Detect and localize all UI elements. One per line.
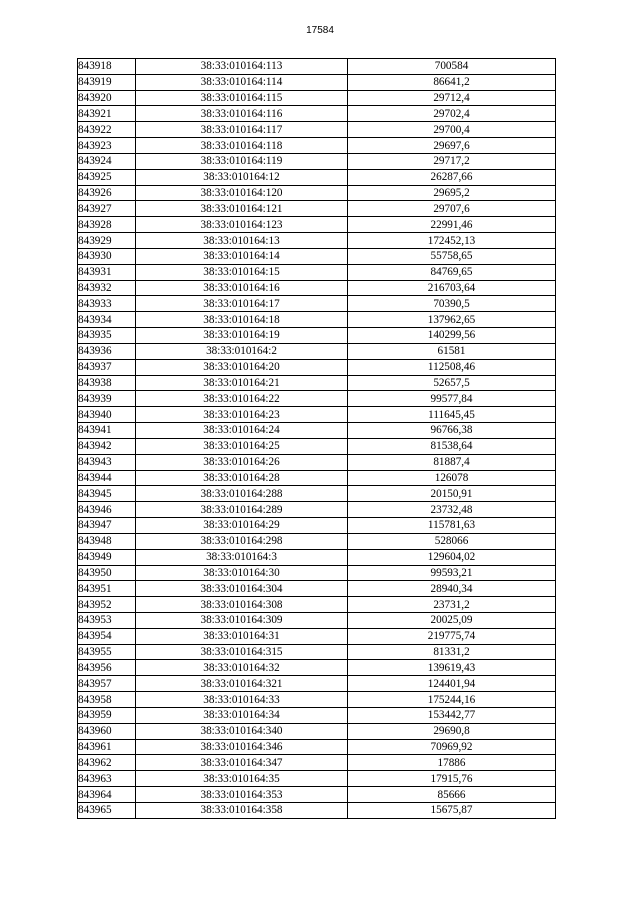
value-cell: 129604,02 [348, 549, 556, 565]
cadastral-number-cell: 38:33:010164:17 [136, 296, 348, 312]
row-id-cell: 843940 [78, 407, 136, 423]
value-cell: 61581 [348, 343, 556, 359]
value-cell: 81538,64 [348, 438, 556, 454]
table-row [78, 407, 556, 423]
row-id-cell: 843960 [78, 723, 136, 739]
cadastral-number-cell: 38:33:010164:340 [136, 723, 348, 739]
row-id-cell: 843957 [78, 676, 136, 692]
cadastral-number-cell: 38:33:010164:21 [136, 375, 348, 391]
row-id-cell: 843921 [78, 106, 136, 122]
row-id-cell: 843933 [78, 296, 136, 312]
row-id-cell: 843954 [78, 628, 136, 644]
row-id-cell: 843941 [78, 423, 136, 439]
row-id-cell: 843931 [78, 264, 136, 280]
row-id-cell: 843945 [78, 486, 136, 502]
table-row [78, 343, 556, 359]
value-cell: 84769,65 [348, 264, 556, 280]
table-row [78, 138, 556, 154]
row-id-cell: 843958 [78, 692, 136, 708]
cadastral-number-cell: 38:33:010164:288 [136, 486, 348, 502]
value-cell: 153442,77 [348, 707, 556, 723]
row-id-cell: 843955 [78, 644, 136, 660]
table-row [78, 296, 556, 312]
value-cell: 85666 [348, 787, 556, 803]
cadastral-number-cell: 38:33:010164:347 [136, 755, 348, 771]
cadastral-number-cell: 38:33:010164:13 [136, 233, 348, 249]
table-row [78, 169, 556, 185]
table-row [78, 185, 556, 201]
row-id-cell: 843964 [78, 787, 136, 803]
table-row [78, 549, 556, 565]
table-row [78, 692, 556, 708]
cadastral-number-cell: 38:33:010164:29 [136, 518, 348, 534]
cadastral-number-cell: 38:33:010164:32 [136, 660, 348, 676]
row-id-cell: 843962 [78, 755, 136, 771]
row-id-cell: 843930 [78, 248, 136, 264]
value-cell: 81331,2 [348, 644, 556, 660]
value-cell: 55758,65 [348, 248, 556, 264]
table-row [78, 280, 556, 296]
value-cell: 23732,48 [348, 502, 556, 518]
table-row [78, 739, 556, 755]
value-cell: 22991,46 [348, 217, 556, 233]
cadastral-number-cell: 38:33:010164:2 [136, 343, 348, 359]
value-cell: 20025,09 [348, 612, 556, 628]
table-row [78, 59, 556, 75]
value-cell: 20150,91 [348, 486, 556, 502]
table-row [78, 771, 556, 787]
cadastral-number-cell: 38:33:010164:14 [136, 248, 348, 264]
row-id-cell: 843961 [78, 739, 136, 755]
table-row [78, 391, 556, 407]
value-cell: 86641,2 [348, 74, 556, 90]
cadastral-number-cell: 38:33:010164:34 [136, 707, 348, 723]
row-id-cell: 843919 [78, 74, 136, 90]
row-id-cell: 843937 [78, 359, 136, 375]
row-id-cell: 843920 [78, 90, 136, 106]
table-row [78, 787, 556, 803]
cadastral-number-cell: 38:33:010164:25 [136, 438, 348, 454]
cadastral-number-cell: 38:33:010164:24 [136, 423, 348, 439]
cadastral-number-cell: 38:33:010164:16 [136, 280, 348, 296]
value-cell: 96766,38 [348, 423, 556, 439]
table-row [78, 502, 556, 518]
value-cell: 124401,94 [348, 676, 556, 692]
cadastral-number-cell: 38:33:010164:118 [136, 138, 348, 154]
row-id-cell: 843951 [78, 581, 136, 597]
row-id-cell: 843963 [78, 771, 136, 787]
cadastral-number-cell: 38:33:010164:3 [136, 549, 348, 565]
cadastral-number-cell: 38:33:010164:20 [136, 359, 348, 375]
value-cell: 28940,34 [348, 581, 556, 597]
cadastral-number-cell: 38:33:010164:12 [136, 169, 348, 185]
row-id-cell: 843927 [78, 201, 136, 217]
table-row [78, 612, 556, 628]
row-id-cell: 843918 [78, 59, 136, 75]
value-cell: 112508,46 [348, 359, 556, 375]
row-id-cell: 843947 [78, 518, 136, 534]
page-number: 17584 [306, 25, 334, 36]
table-row [78, 565, 556, 581]
table-row [78, 644, 556, 660]
value-cell: 70969,92 [348, 739, 556, 755]
cadastral-number-cell: 38:33:010164:15 [136, 264, 348, 280]
cadastral-number-cell: 38:33:010164:346 [136, 739, 348, 755]
cadastral-number-cell: 38:33:010164:353 [136, 787, 348, 803]
table-row [78, 375, 556, 391]
value-cell: 139619,43 [348, 660, 556, 676]
value-cell: 81887,4 [348, 454, 556, 470]
table-row [78, 264, 556, 280]
table-row [78, 359, 556, 375]
cadastral-number-cell: 38:33:010164:23 [136, 407, 348, 423]
table-row [78, 676, 556, 692]
value-cell: 126078 [348, 470, 556, 486]
value-cell: 99593,21 [348, 565, 556, 581]
row-id-cell: 843924 [78, 153, 136, 169]
value-cell: 99577,84 [348, 391, 556, 407]
value-cell: 137962,65 [348, 312, 556, 328]
row-id-cell: 843949 [78, 549, 136, 565]
table-row [78, 707, 556, 723]
table-row [78, 581, 556, 597]
value-cell: 528066 [348, 533, 556, 549]
table-row [78, 248, 556, 264]
row-id-cell: 843932 [78, 280, 136, 296]
table-row [78, 454, 556, 470]
table-row [78, 597, 556, 613]
cadastral-number-cell: 38:33:010164:26 [136, 454, 348, 470]
table-row [78, 106, 556, 122]
value-cell: 219775,74 [348, 628, 556, 644]
row-id-cell: 843965 [78, 802, 136, 818]
row-id-cell: 843956 [78, 660, 136, 676]
cadastral-number-cell: 38:33:010164:123 [136, 217, 348, 233]
value-cell: 29695,2 [348, 185, 556, 201]
cadastral-number-cell: 38:33:010164:309 [136, 612, 348, 628]
row-id-cell: 843946 [78, 502, 136, 518]
row-id-cell: 843950 [78, 565, 136, 581]
row-id-cell: 843934 [78, 312, 136, 328]
value-cell: 70390,5 [348, 296, 556, 312]
cadastral-number-cell: 38:33:010164:113 [136, 59, 348, 75]
table-row [78, 122, 556, 138]
table-row [78, 518, 556, 534]
table-row [78, 423, 556, 439]
table-row [78, 470, 556, 486]
value-cell: 216703,64 [348, 280, 556, 296]
table-row [78, 723, 556, 739]
cadastral-number-cell: 38:33:010164:321 [136, 676, 348, 692]
row-id-cell: 843936 [78, 343, 136, 359]
row-id-cell: 843925 [78, 169, 136, 185]
cadastral-number-cell: 38:33:010164:28 [136, 470, 348, 486]
value-cell: 52657,5 [348, 375, 556, 391]
cadastral-number-cell: 38:33:010164:308 [136, 597, 348, 613]
value-cell: 111645,45 [348, 407, 556, 423]
row-id-cell: 843928 [78, 217, 136, 233]
cadastral-number-cell: 38:33:010164:116 [136, 106, 348, 122]
value-cell: 26287,66 [348, 169, 556, 185]
value-cell: 700584 [348, 59, 556, 75]
cadastral-number-cell: 38:33:010164:22 [136, 391, 348, 407]
value-cell: 17886 [348, 755, 556, 771]
cadastral-number-cell: 38:33:010164:19 [136, 328, 348, 344]
cadastral-number-cell: 38:33:010164:117 [136, 122, 348, 138]
cadastral-number-cell: 38:33:010164:358 [136, 802, 348, 818]
value-cell: 29712,4 [348, 90, 556, 106]
table-row [78, 328, 556, 344]
value-cell: 15675,87 [348, 802, 556, 818]
row-id-cell: 843944 [78, 470, 136, 486]
value-cell: 175244,16 [348, 692, 556, 708]
table-row [78, 533, 556, 549]
row-id-cell: 843953 [78, 612, 136, 628]
cadastral-number-cell: 38:33:010164:120 [136, 185, 348, 201]
table-row [78, 233, 556, 249]
row-id-cell: 843938 [78, 375, 136, 391]
value-cell: 23731,2 [348, 597, 556, 613]
cadastral-number-cell: 38:33:010164:315 [136, 644, 348, 660]
cadastral-number-cell: 38:33:010164:30 [136, 565, 348, 581]
table-row [78, 755, 556, 771]
cadastral-number-cell: 38:33:010164:31 [136, 628, 348, 644]
table-row [78, 312, 556, 328]
cadastral-number-cell: 38:33:010164:304 [136, 581, 348, 597]
value-cell: 29690,8 [348, 723, 556, 739]
cadastral-number-cell: 38:33:010164:114 [136, 74, 348, 90]
value-cell: 29700,4 [348, 122, 556, 138]
table-row [78, 628, 556, 644]
value-cell: 29702,4 [348, 106, 556, 122]
table-row [78, 438, 556, 454]
table-row [78, 153, 556, 169]
table-row [78, 486, 556, 502]
cadastral-number-cell: 38:33:010164:18 [136, 312, 348, 328]
row-id-cell: 843952 [78, 597, 136, 613]
row-id-cell: 843939 [78, 391, 136, 407]
cadastral-number-cell: 38:33:010164:298 [136, 533, 348, 549]
row-id-cell: 843959 [78, 707, 136, 723]
table-row [78, 74, 556, 90]
cadastral-number-cell: 38:33:010164:115 [136, 90, 348, 106]
row-id-cell: 843942 [78, 438, 136, 454]
table-row [78, 802, 556, 818]
cadastral-number-cell: 38:33:010164:33 [136, 692, 348, 708]
value-cell: 140299,56 [348, 328, 556, 344]
cadastral-number-cell: 38:33:010164:121 [136, 201, 348, 217]
value-cell: 115781,63 [348, 518, 556, 534]
data-table [77, 58, 556, 819]
value-cell: 29717,2 [348, 153, 556, 169]
row-id-cell: 843923 [78, 138, 136, 154]
cadastral-number-cell: 38:33:010164:35 [136, 771, 348, 787]
table-row [78, 660, 556, 676]
row-id-cell: 843935 [78, 328, 136, 344]
row-id-cell: 843943 [78, 454, 136, 470]
value-cell: 29697,6 [348, 138, 556, 154]
row-id-cell: 843948 [78, 533, 136, 549]
table-row [78, 201, 556, 217]
table-body [78, 59, 556, 819]
cadastral-number-cell: 38:33:010164:119 [136, 153, 348, 169]
table-row [78, 90, 556, 106]
value-cell: 172452,13 [348, 233, 556, 249]
cadastral-number-cell: 38:33:010164:289 [136, 502, 348, 518]
value-cell: 17915,76 [348, 771, 556, 787]
row-id-cell: 843926 [78, 185, 136, 201]
value-cell: 29707,6 [348, 201, 556, 217]
row-id-cell: 843929 [78, 233, 136, 249]
table-row [78, 217, 556, 233]
row-id-cell: 843922 [78, 122, 136, 138]
